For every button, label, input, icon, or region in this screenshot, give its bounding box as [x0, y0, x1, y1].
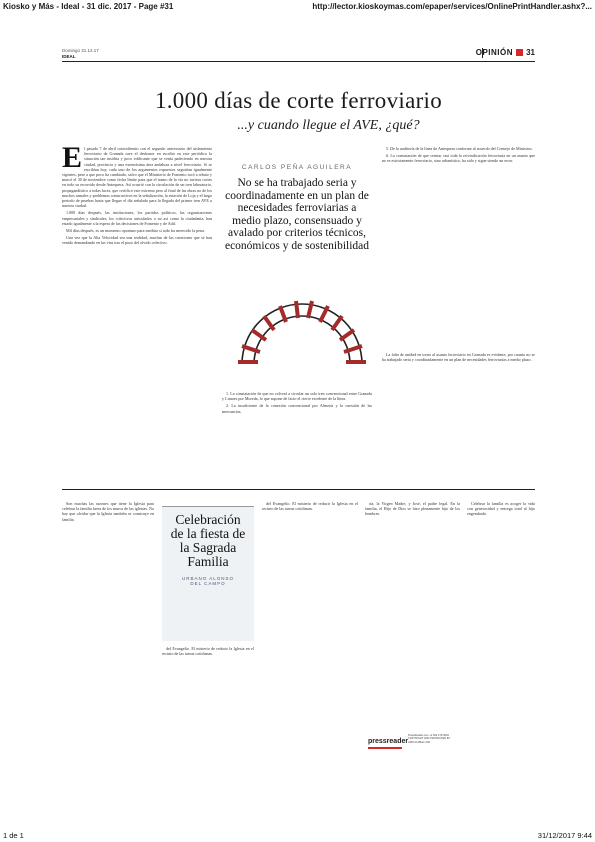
second-article-author-suffix: DEL CAMPO: [190, 581, 226, 586]
article-column-2: [222, 391, 372, 484]
section-name: OPINIÓN: [475, 48, 513, 57]
issue-date: Domingo 31.12.17: [62, 48, 99, 53]
paragraph: del Evangelio. El misterio de reducir la Iglesia en el recinto de las tareas cotidianas.: [162, 646, 254, 657]
author-box: [222, 164, 372, 384]
article-column-3: [382, 146, 535, 346]
paragraph: ría, la Virgen Madre, y José, el padre legal. En la familia, el Hijo de Dios se hizo plenamente hijo de los hombres.: [365, 501, 460, 517]
print-page-count: 1 de 1: [3, 831, 24, 840]
paragraph: 6. La constatación de que centrar casi toda la reivindicación ferroviaria en un asunto que no es estrictamente ferroviario, sino urbanístico, ha sido y sigue siendo un error.: [382, 153, 535, 164]
drop-cap: E: [62, 146, 83, 174]
print-timestamp: 31/12/2017 9:44: [537, 831, 592, 840]
second-article-column-1: [62, 501, 154, 801]
article-deck: No se ha trabajado seria y coordinadamente en un plan de necesidades ferroviarias a medio plazo, consensuado y avalado por criterios técnicos, económicos y de sostenibilidad: [224, 177, 370, 252]
browser-print-header: [0, 0, 595, 14]
masthead: [62, 46, 535, 62]
article-column-1: [62, 146, 212, 484]
paragraph: Mil días después, es un momento oportuno para meditar si todo ha merecido la pena.: [66, 228, 205, 234]
page-number: 31: [526, 48, 535, 57]
pressreader-logo-bar: [368, 747, 402, 749]
second-article-column-4: [365, 501, 460, 726]
second-article-column-5: [467, 501, 535, 801]
masthead-rule: [62, 61, 535, 62]
print-header-url: http://lector.kioskoymas.com/epaper/services/OnlinePrintHandler.ashx?...: [312, 2, 592, 11]
second-article-column-2: [162, 646, 254, 801]
newspaper-brand: IDEAL: [62, 54, 76, 59]
paragraph: l pasado 7 de abril coincidiendo con el segundo aniversario del aislamiento ferroviario de Granada tuve el deshonor en escribir en este periódico la situación tan insólita y poco edificante que se venía padeciendo en nuestra ciudad, provincia y una extensísima área andaluza a nivel ferroviario. Si se escribían hoy, cada uno de los argumentos expuestos seguirían igualmente vigentes, pese a que poco ha cambiado, salvo que el Ministerio de Fomento tocó a rebato y marcó el 30 de noviembre como fecha límite para que el tramo de la vía no tuviera cortes en todo su recorrido desde Antequera. Así ocurrió con la circulación de un tren laboratorio, propagandístico a todas luces, que certificó este extremo pero al final de las obras no de los muchos ramales y problemas constructivos en la señalización, la estación de Loja y el largo periodo de pruebas hasta que llegue el día señalado para la llegada del primer tren AVE a nuestra ciudad.: [62, 146, 212, 209]
paragraph: del Evangelio. El misterio de reducir la Iglesia en el recinto de las tareas cotidianas.: [262, 501, 358, 512]
second-article-column-3: [262, 501, 358, 801]
browser-print-footer: [0, 830, 595, 842]
second-article-title-box: [162, 506, 254, 641]
second-article-title: Celebración de la fiesta de la Sagrada Familia: [170, 512, 246, 569]
print-header-title: Kiosko y Más - Ideal - 31 dic. 2017 - Page #31: [3, 2, 174, 11]
paragraph: 2. La insuficiente de la conexión convencional por Almería y la cuestión de las mercancías.: [222, 403, 372, 414]
railway-track-illustration: [232, 288, 372, 368]
paragraph: La falta de unidad en torno al asunto ferroviario en Granada es evidente, por cuanto no se ha trabajado seria y coordinadamente en un plan de necesidades ferroviarias a medio plazo.: [382, 352, 535, 363]
section-marker-icon: [516, 49, 523, 56]
paragraph: Son muchas las razones que tiene la Iglesia para celebrar la familia fuera de los muros de las iglesias. No hay que olvidar que la Iglesia también se construye en familia.: [62, 501, 154, 522]
copyright-notice: PressReader.com +1 604 278 4604 COPYRIGHT AND PROTECTED BY APPLICABLE LAW: [408, 734, 451, 744]
author-name: CARLOS PEÑA AGUILERA: [241, 164, 353, 171]
paragraph: 1.000 días después, las instituciones, los partidos políticos, las organizaciones empresariales y sindicales, los colectivos articulados o no así como la ciudadanía, han estado igualmente a la espera de las decisiones de Fomento y de Adif.: [62, 210, 212, 226]
article-divider: [62, 489, 535, 490]
subheadline: ...y cuando llegue el AVE, ¿qué?: [237, 118, 420, 133]
paragraph: 5. De la auditoría de la línea de Antequera conforme al acuerdo del Consejo de Ministros.: [386, 146, 533, 151]
second-article-author: URBANO ALONSO: [181, 576, 234, 581]
newspaper-page: [62, 46, 535, 818]
headline: 1.000 días de corte ferroviario: [154, 88, 443, 113]
paragraph: 1. La constatación de que no volverá a circular un solo tren convencional entre Granada y Linares por Moreda, lo que supone de facto el cierre excelente de la línea.: [222, 391, 372, 402]
pressreader-logo: pressreader: [368, 738, 409, 745]
article-column-4: [382, 352, 535, 484]
paragraph: Una vez que la Alta Velocidad sea una realidad, muchas de las cuestiones que se han venido demandando en las vías tras el pozo del olvido colectivo.: [62, 235, 212, 246]
paragraph: Celebrar la familia es acoger la vida con generosidad y entrega total al hijo engendrado.: [467, 501, 535, 517]
pressreader-credit: [368, 732, 460, 758]
